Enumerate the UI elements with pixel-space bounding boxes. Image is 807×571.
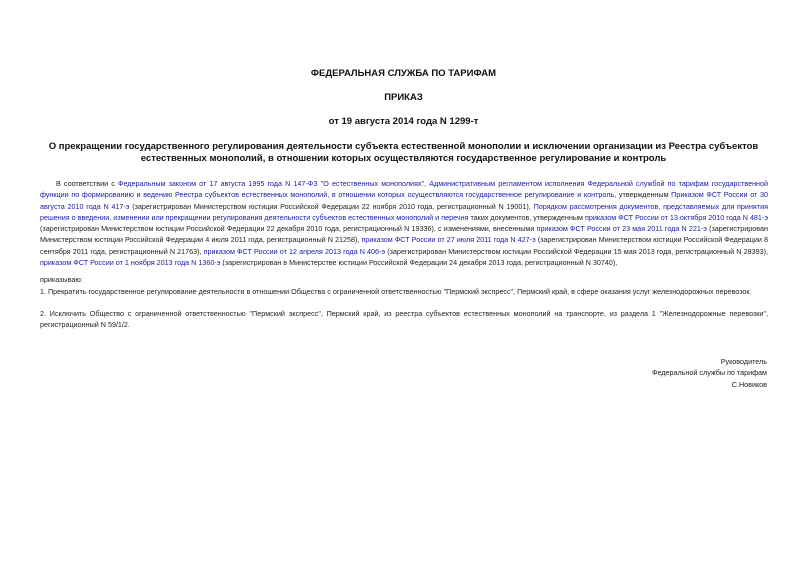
procedure-link[interactable]: Порядком рассмотрения документов, представляемых для принятия решения о введении, изменении или прекращении регулирования деятельности субъектов естественных монополий и перечня <box>40 201 768 222</box>
order-221-link[interactable]: приказом ФСТ России от 23 мая 2011 года N 221-э <box>536 224 707 234</box>
order-481-link[interactable]: приказом ФСТ России от 13 октября 2010 года N 481-э <box>584 212 768 222</box>
admin-regulation-link[interactable]: Административным регламентом исполнения Федеральной службой по тарифам государственной функции по формированию и ведению Реестра субъектов естественных монополий, в отношении которых осуществляются государственное регулирование и контроль <box>40 179 769 200</box>
order-word: приказываю: <box>40 275 83 284</box>
order-417-link[interactable]: Приказом ФСТ России от 30 августа 2010 года N 417-э <box>40 190 768 211</box>
order-point-text: 1. Прекратить государственное регулирование деятельности в отношении Общества с ограниченной ответственностью "Пермский экспресс", Пермский край, в сфере оказания услуг железнодорожных перевозок. <box>40 287 752 296</box>
signatory-organization: Федеральной службы по тарифам <box>652 368 767 378</box>
order-427-link[interactable]: приказом ФСТ России от 27 июля 2011 года N 427-э <box>361 235 536 245</box>
order-point-text: 2. Исключить Общество с ограниченной ответственностью "Пермский экспресс", Пермский край, из реестра субъектов естественных монополий на транспорте, из раздела 1 "Железнодорожные перевозки", регистрационный N 59/1/2. <box>40 309 768 330</box>
order-point-1 <box>40 286 768 297</box>
document-date-number: от 19 августа 2014 года N 1299-т <box>328 116 479 127</box>
document-type: ПРИКАЗ <box>384 92 423 103</box>
signature-block <box>652 356 767 390</box>
preamble-text: , <box>424 179 430 188</box>
preamble-text: (зарегистрирован Министерством юстиции Российской Федерации 15 мая 2013 года, регистрационный N 28393), <box>385 246 768 256</box>
order-1360-link[interactable]: приказом ФСТ России от 1 ноября 2013 года N 1360-э <box>40 258 221 268</box>
preamble-text: (зарегистрирован Министерством юстиции Российской Федерации 22 декабря 2010 года, регистрационный N 19336), с изменениями, внесенными <box>40 224 537 234</box>
signatory-position: Руководитель <box>720 357 767 366</box>
preamble-text: (зарегистрирован Министерством юстиции Российской Федерации 4 июля 2011 года, регистрационный N 21258), <box>40 224 768 245</box>
preamble-text: В соответствии с <box>56 179 118 188</box>
order-point-2 <box>40 308 768 331</box>
signatory-name: С.Новиков <box>731 379 767 389</box>
order-406-link[interactable]: приказом ФСТ России от 12 апреля 2013 года N 406-э <box>203 246 386 256</box>
document-title: О прекращении государственного регулирования деятельности субъекта естественной монополии и исключении организации из Реестра субъектов естественных монополий, в отношении которых осуществляются государственное регулирование и контроль <box>48 141 759 164</box>
law-147-fz-link[interactable]: Федеральным законом от 17 августа 1995 года N 147-ФЗ "О естественных монополиях" <box>118 179 425 188</box>
preamble-text: , утвержденным <box>614 190 672 200</box>
preamble-text: (зарегистрирован Министерством юстиции Российской Федерации 8 сентября 2011 года, регистрационный N 21763), <box>40 235 769 256</box>
agency-name: ФЕДЕРАЛЬНАЯ СЛУЖБА ПО ТАРИФАМ <box>310 68 497 79</box>
preamble-text: (зарегистрирован в Министерстве юстиции Российской Федерации 24 декабря 2013 года, регистрационный N 30740), <box>220 258 618 268</box>
preamble-text: (зарегистрирован Министерством юстиции Российской Федерации 22 ноября 2010 года, регистрационный N 19001), <box>129 201 534 211</box>
preamble-paragraph <box>40 178 768 268</box>
preamble-text: таких документов, утвержденным <box>468 212 585 222</box>
